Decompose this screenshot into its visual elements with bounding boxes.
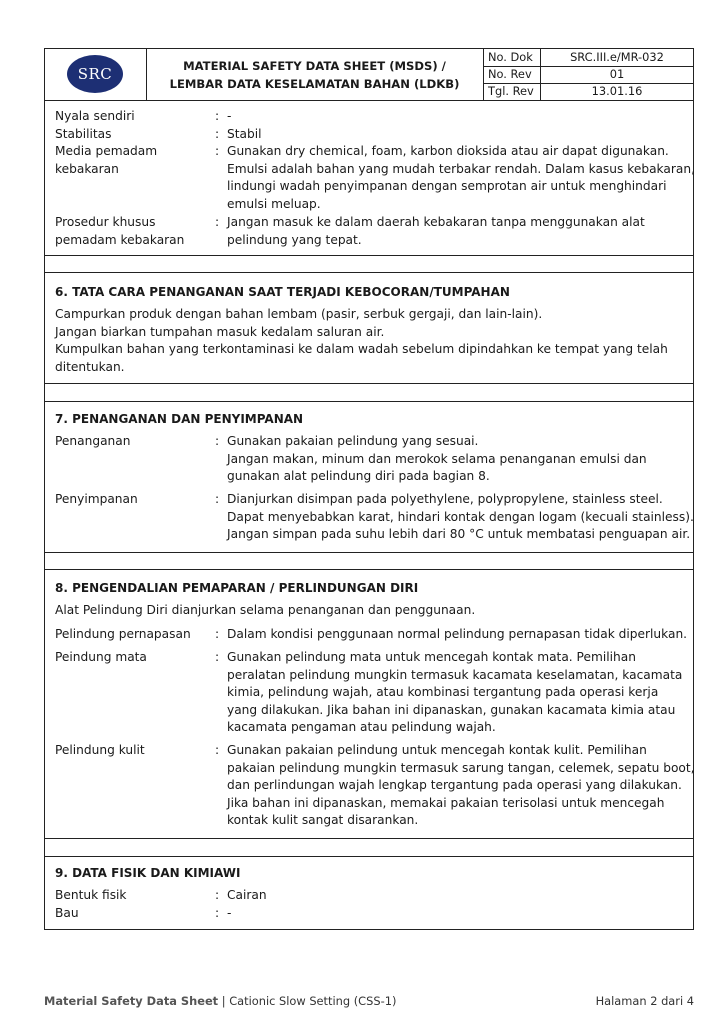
meta-revision: No. Rev 01 <box>483 66 693 84</box>
section-5-fire: Nyala sendiri : - Stabilitas : Stabil Media pemadam kebakaran : Gunakan dry chemical, foam, karbon dioksida atau air dapat digunakan. Emulsi adalah bahan yang mudah terbakar rendah. Dalam kasus kebakaran, lindungi wadah penyimpanan dengan semprotan air untuk menghindari emulsi meluap. Prosedur khusus pemadam kebakaran : Jangan masuk ke dalam daerah kebakaran tanpa menggunakan alat pelindung yang tepat. <box>44 100 694 256</box>
footer-page-number: Halaman 2 dari 4 <box>595 994 694 1008</box>
section-8-title: 8. PENGENDALIAN PEMAPARAN / PERLINDUNGAN DIRI <box>55 581 419 595</box>
document-title <box>146 49 484 100</box>
section-7-title: 7. PENANGANAN DAN PENYIMPANAN <box>55 412 304 426</box>
logo-cell <box>45 49 147 100</box>
section-6-title: 6. TATA CARA PENANGANAN SAAT TERJADI KEBOCORAN/TUMPAHAN <box>55 285 510 299</box>
section-spacer <box>44 384 694 401</box>
footer-separator: | <box>221 994 226 1008</box>
section-spacer <box>44 256 694 272</box>
section-6-text: Campurkan produk dengan bahan lembam (pasir, serbuk gergaji, dan lain-lain). Jangan biarkan tumpahan masuk kedalam saluran air. Kumpulkan bahan yang terkontaminasi ke dalam wadah sebelum dipindahkan ke tempat yang telah ditentukan. <box>55 307 668 374</box>
document-meta <box>483 49 693 100</box>
section-7-handling: 7. PENANGANAN DAN PENYIMPANAN Penanganan : Gunakan pakaian pelindung yang sesuai. Jangan makan, minum dan merokok selama penanganan emulsi dan gunakan alat pelindung diri pada bagian 8. Penyimpanan : Dianjurkan disimpan pada polyethylene, polypropylene, stainless steel. Dapat menyebabkan karat, hindari kontak dengan logam (kecuali stainless). Jangan simpan pada suhu lebih dari 80 °C untuk membatasi penguapan air. <box>44 401 694 553</box>
title-line-1: MATERIAL SAFETY DATA SHEET (MSDS) / <box>183 58 446 73</box>
header-table <box>44 48 694 101</box>
meta-revision-date: Tgl. Rev 13.01.16 <box>483 83 693 100</box>
footer-doc-name: Material Safety Data Sheet <box>44 994 219 1008</box>
section-spacer <box>44 839 694 856</box>
section-8-ppe: 8. PENGENDALIAN PEMAPARAN / PERLINDUNGAN DIRI Alat Pelindung Diri dianjurkan selama penanganan dan penggunaan. Pelindung pernapasan : Dalam kondisi penggunaan normal pelindung pernapasan tidak diperlukan. Peindung mata : Gunakan pelindung mata untuk mencegah kontak mata. Pemilihan peralatan pelindung mungkin termasuk kacamata keselamatan, kacamata kimia, pelindung wajah, atau kombinasi tergantung pada operasi kerja yang dilakukan. Jika bahan ini dipanaskan, gunakan kacamata kimia atau kacamata pengaman atau pelindung wajah. Pelindung kulit : Gunakan pakaian pelindung untuk mencegah kontak kulit. Pemilihan pakaian pelindung mungkin termasuk sarung tangan, celemek, sepatu boot, dan perlindungan wajah lengkap tergantung pada operasi yang dilakukan. Jika bahan ini dipanaskan, memakai pakaian terisolasi untuk mencegah kontak kulit sangat disarankan. <box>44 569 694 839</box>
title-line-2: LEMBAR DATA KESELAMATAN BAHAN (LDKB) <box>169 76 460 91</box>
section-spacer <box>44 553 694 569</box>
section-9-physical: 9. DATA FISIK DAN KIMIAWI Bentuk fisik : Cairan Bau : - <box>44 856 694 930</box>
src-logo: SRC <box>67 55 123 93</box>
section-6-spill <box>44 272 694 384</box>
section-9-title: 9. DATA FISIK DAN KIMIAWI <box>55 866 241 880</box>
section-8-intro: Alat Pelindung Diri dianjurkan selama penanganan dan penggunaan. <box>55 603 476 617</box>
meta-doc-number: No. Dok SRC.III.e/MR-032 <box>483 49 693 67</box>
footer-document-info <box>44 994 396 1008</box>
document-header <box>44 48 694 101</box>
footer-product: Cationic Slow Setting (CSS-1) <box>229 994 397 1008</box>
